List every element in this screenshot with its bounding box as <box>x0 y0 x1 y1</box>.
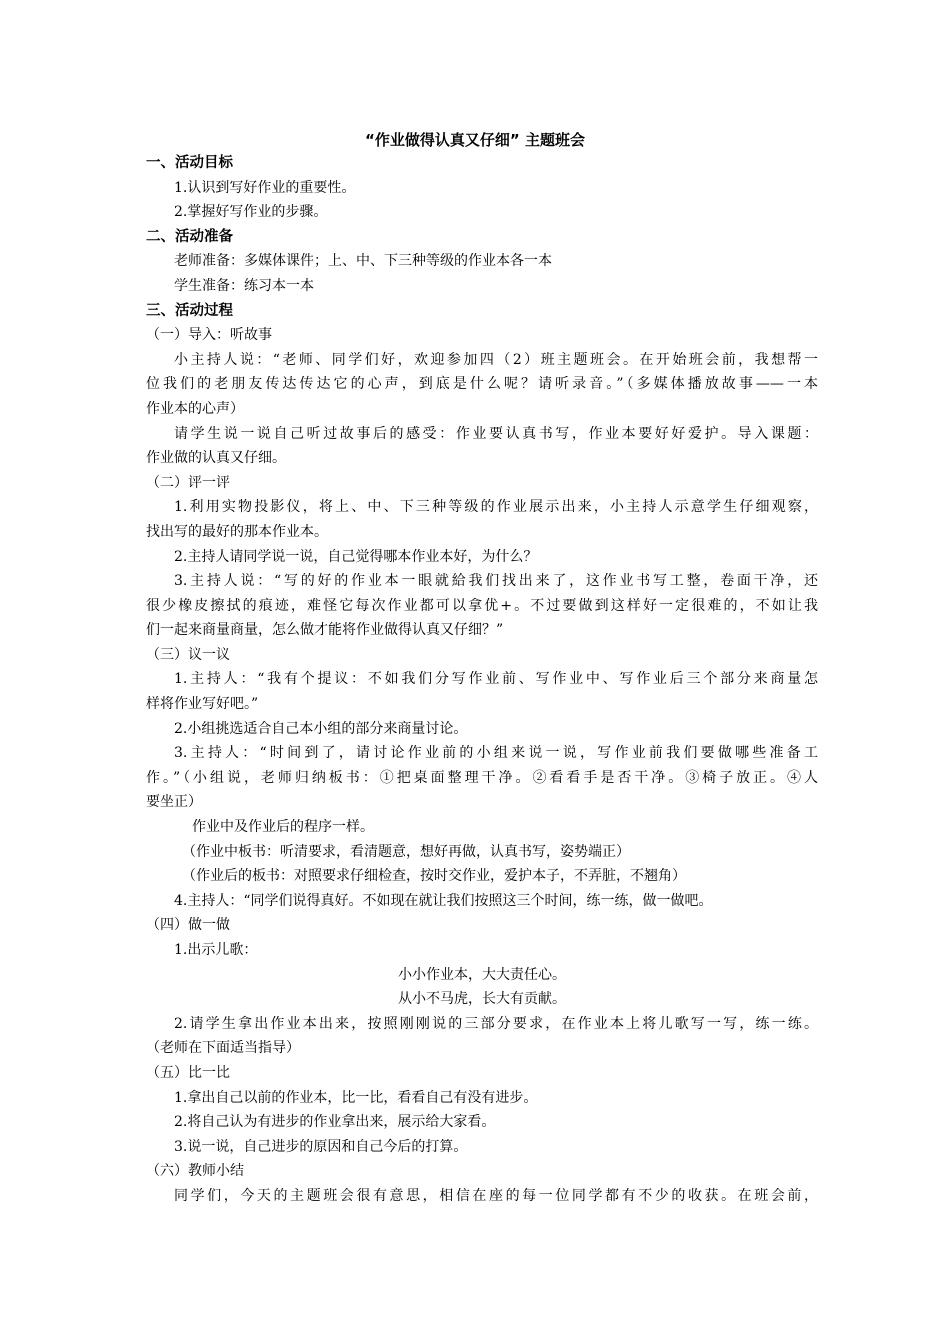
paragraph-line: 2.小组挑选适合自己本小组的部分来商量讨论。 <box>174 720 468 737</box>
paragraph-line: 找出写的最好的那本作业本。 <box>146 523 328 540</box>
document-title: “作业做得认真又仔细” 主题班会 <box>365 131 585 149</box>
paragraph-line: （作业后的板书：对照要求仔细检查，按时交作业，爱护本子，不弄脏，不翘角） <box>182 868 686 885</box>
paragraph-line: 2.将自己认为有进步的作业拿出来，展示给大家看。 <box>174 1114 496 1131</box>
section-heading-preparation: 二、活动准备 <box>146 228 233 245</box>
paragraph-line: 1.主持人：“我有个提议：不如我们分写作业前、写作业中、写作业后三个部分来商量怎 <box>174 671 818 688</box>
paragraph-line: 同学们，今天的主题班会很有意思，相信在座的每一位同学都有不少的收获。在班会前， <box>174 1187 818 1204</box>
poem-line: 从小不马虎，长大有贡献。 <box>398 991 566 1008</box>
paragraph-line: 小主持人说：“老师、同学们好，欢迎参加四（2）班主题班会。在开始班会前，我想帮一 <box>174 351 818 368</box>
paragraph-line: 1.利用实物投影仪，将上、中、下三种等级的作业展示出来，小主持人示意学生仔细观察， <box>174 499 818 516</box>
paragraph-line: 3.主持人：“时间到了，请讨论作业前的小组来说一说，写作业前我们要做哪些准备工 <box>174 745 818 762</box>
paragraph-line: 2.掌握好写作业的步骤。 <box>174 204 328 221</box>
poem-line: 小小作业本，大大责任心。 <box>398 966 566 983</box>
paragraph-line: 请学生说一说自己听过故事后的感受：作业要认真书写，作业本要好好爱护。导入课题： <box>174 425 818 442</box>
paragraph-line: 1.拿出自己以前的作业本，比一比，看看自己有没有进步。 <box>174 1089 538 1106</box>
document-body <box>146 151 818 1209</box>
paragraph-line: （老师在下面适当指导） <box>146 1040 300 1057</box>
paragraph-line: 3.说一说，自己进步的原因和自己今后的打算。 <box>174 1138 468 1155</box>
paragraph-line: 2.主持人请同学说一说，自己觉得哪本作业本好，为什么？ <box>174 548 538 565</box>
paragraph-line: 要坐正） <box>146 794 202 811</box>
paragraph-line: 学生准备：练习本一本 <box>174 277 314 294</box>
paragraph-line: （作业中板书：听清要求，看清题意，想好再做，认真书写，姿势端正） <box>182 843 630 860</box>
paragraph-line: 2.请学生拿出作业本出来，按照刚刚说的三部分要求，在作业本上将儿歌写一写，练一练。 <box>174 1015 818 1032</box>
paragraph-line: 们一起来商量商量，怎么做才能将作业做得认真又仔细？” <box>146 622 504 639</box>
paragraph-line: 作。”（小组说，老师归纳板书：①把桌面整理干净。②看看手是否干净。③椅子放正。④人 <box>146 769 818 786</box>
paragraph-line: 1.出示儿歌： <box>174 942 258 958</box>
paragraph-line: 作业中及作业后的程序一样。 <box>192 819 374 836</box>
paragraph-line: 样将作业写好吧。” <box>146 696 259 713</box>
paragraph-line: 作业做的认真又仔细。 <box>146 450 286 467</box>
subsection-heading: （四）做一做 <box>146 917 230 934</box>
paragraph-line: 位我们的老朋友传达传达它的心声，到底是什么呢？请听录音。”（多媒体播放故事——一本 <box>146 376 818 393</box>
subsection-heading: （二）评一评 <box>146 474 230 491</box>
subsection-heading: （三）议一议 <box>146 646 230 663</box>
subsection-heading: （一）导入：听故事 <box>146 327 272 344</box>
paragraph-line: 老师准备：多媒体课件；上、中、下三种等级的作业本各一本 <box>174 253 552 270</box>
subsection-heading: （六）教师小结 <box>146 1163 244 1180</box>
section-heading-goals: 一、活动目标 <box>146 155 233 171</box>
paragraph-line: 作业本的心声） <box>146 400 244 417</box>
paragraph-line: 很少橡皮擦拭的痕迹，难怪它每次作业都可以拿优+。不过要做到这样好一定很难的，不如让我 <box>146 597 818 614</box>
subsection-heading: （五）比一比 <box>146 1064 230 1081</box>
paragraph-line: 1.认识到写好作业的重要性。 <box>174 179 356 196</box>
paragraph-line: 4.主持人：“同学们说得真好。不如现在就让我们按照这三个时间，练一练，做一做吧。 <box>174 892 713 909</box>
section-heading-process: 三、活动过程 <box>146 302 233 319</box>
paragraph-line: 3.主持人说：“写的好的作业本一眼就給我们找出来了，这作业书写工整，卷面干净，还 <box>174 573 818 590</box>
